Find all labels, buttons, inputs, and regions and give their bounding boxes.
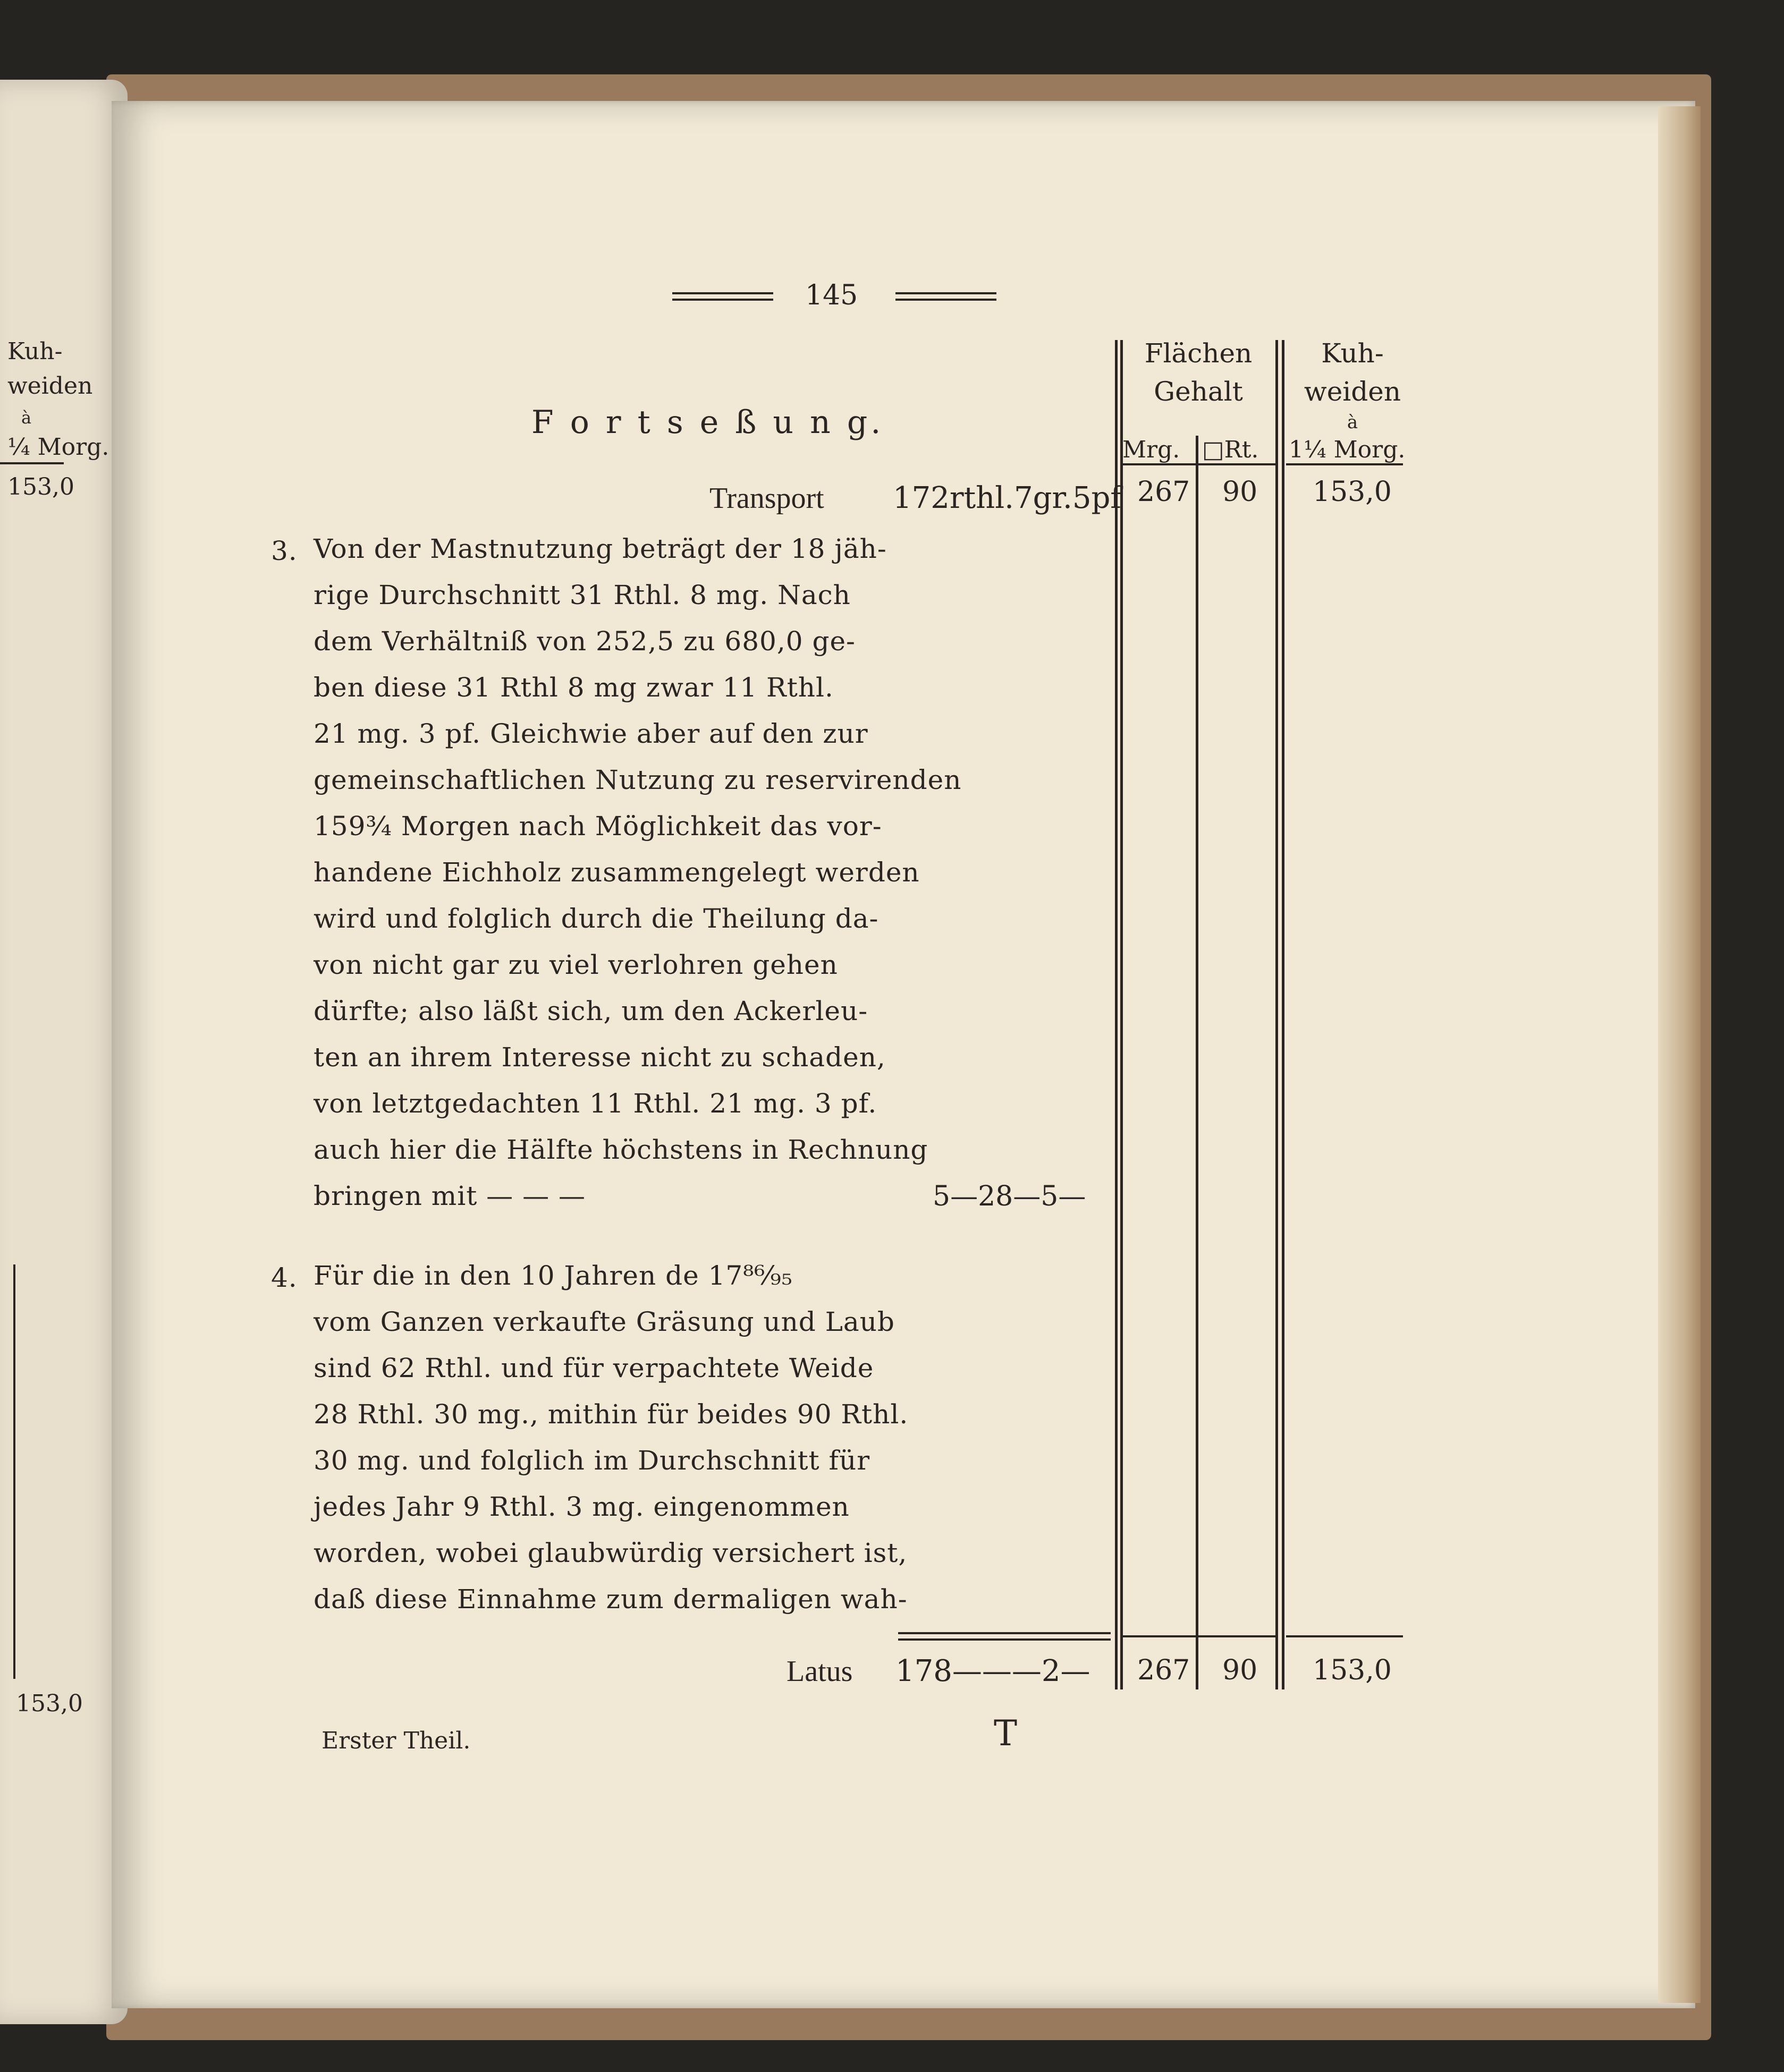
- item3-line: 21 mg. 3 pf. Gleichwie aber auf den zur: [314, 718, 868, 749]
- column-rule-1: [1115, 340, 1118, 1689]
- page-number-rule-left: [672, 292, 773, 294]
- cow-header-line-1: Kuh-: [1321, 338, 1384, 369]
- item4-line: daß diese Einnahme zum dermaligen wah-: [314, 1584, 908, 1615]
- item3-line: ben diese 31 Rthl 8 mg zwar 11 Rthl.: [314, 672, 834, 703]
- item3-line: von letztgedachten 11 Rthl. 21 mg. 3 pf.: [314, 1088, 877, 1119]
- sum-rule-area: [1121, 1635, 1275, 1637]
- left-header-line-3: à: [21, 407, 32, 428]
- column-rule-1b: [1120, 340, 1123, 1689]
- item4-line: 28 Rthl. 30 mg., mithin für beides 90 Rthl.: [314, 1399, 909, 1430]
- cow-sub: 1¼ Morg.: [1289, 436, 1406, 463]
- item3-line: auch hier die Hälfte höchstens in Rechnung: [314, 1134, 928, 1165]
- item4-line: worden, wobei glaubwürdig versichert ist,: [314, 1538, 908, 1568]
- transport-mrg: 267: [1137, 476, 1190, 508]
- item3-line: 159¾ Morgen nach Möglichkeit das vor-: [314, 811, 882, 842]
- left-top-value: 153,0: [7, 473, 74, 500]
- transport-amount: 172rthl.7gr.5pf: [893, 481, 1122, 515]
- left-header-rule: [0, 462, 64, 464]
- page-number-rule-left-2: [672, 299, 773, 301]
- latus-cow: 153,0: [1313, 1654, 1392, 1686]
- footer-part-label: Erster Theil.: [322, 1727, 471, 1754]
- left-header-line-2: weiden: [7, 372, 93, 400]
- column-rule-3b: [1282, 340, 1284, 1689]
- page-number: 145: [805, 279, 858, 311]
- item3-amount: 5—28—5—: [933, 1181, 1086, 1212]
- item4-line: sind 62 Rthl. und für verpachtete Weide: [314, 1353, 874, 1383]
- column-rule-2: [1196, 436, 1198, 1689]
- cow-sub-underline: [1286, 463, 1403, 465]
- cow-header-line-3: à: [1347, 412, 1358, 433]
- cow-header-line-2: weiden: [1304, 376, 1401, 407]
- signature-mark: T: [994, 1713, 1018, 1754]
- item3-line: wird und folglich durch die Theilung da-: [314, 903, 879, 934]
- section-title: F o r t s e ß u n g.: [531, 404, 884, 441]
- area-sub-underline-1: [1121, 463, 1196, 465]
- latus-label: Latus: [787, 1655, 853, 1688]
- item4-line: 30 mg. und folglich im Durchschnitt für: [314, 1445, 870, 1476]
- item3-line: gemeinschaftlichen Nutzung zu reservirenden: [314, 765, 962, 795]
- item3-line: Von der Mastnutzung beträgt der 18 jäh-: [314, 533, 887, 564]
- item3-line: dürfte; also läßt sich, um den Ackerleu-: [314, 996, 868, 1026]
- item3-line: von nicht gar zu viel verlohren gehen: [314, 949, 838, 980]
- left-page: [0, 80, 128, 2024]
- page-number-rule-right: [895, 292, 996, 294]
- area-header-line-1: Flächen: [1144, 338, 1253, 369]
- latus-amount: 178———2—: [895, 1654, 1090, 1688]
- area-sub-rt: □Rt.: [1202, 436, 1259, 463]
- item4-line: Für die in den 10 Jahren de 17⁸⁶⁄₉₅: [314, 1260, 793, 1291]
- area-header-line-2: Gehalt: [1154, 376, 1243, 407]
- area-sub-underline-2: [1198, 463, 1275, 465]
- area-sub-mrg: Mrg.: [1122, 436, 1180, 463]
- item3-number: 3.: [271, 536, 298, 566]
- transport-cow: 153,0: [1313, 476, 1392, 508]
- item4-line: jedes Jahr 9 Rthl. 3 mg. eingenommen: [314, 1491, 850, 1522]
- latus-mrg: 267: [1137, 1654, 1190, 1686]
- item3-line: ten an ihrem Interesse nicht zu schaden,: [314, 1042, 886, 1073]
- item3-line: handene Eichholz zusammengelegt werden: [314, 857, 920, 888]
- item3-line: dem Verhältniß von 252,5 zu 680,0 ge-: [314, 626, 856, 657]
- page-number-rule-right-2: [895, 299, 996, 301]
- item3-line: bringen mit — — —: [314, 1181, 586, 1211]
- left-header-line-1: Kuh-: [7, 338, 63, 365]
- latus-rt: 90: [1222, 1654, 1258, 1686]
- item4-number: 4.: [271, 1262, 298, 1293]
- page-edge: [1658, 106, 1701, 2003]
- left-header-line-4: ¼ Morg.: [7, 434, 109, 461]
- item3-line: rige Durchschnitt 31 Rthl. 8 mg. Nach: [314, 580, 851, 610]
- sum-rule-cow: [1286, 1635, 1403, 1637]
- column-rule-3: [1275, 340, 1278, 1689]
- sum-rule-amount-2: [898, 1638, 1111, 1641]
- transport-rt: 90: [1222, 476, 1258, 508]
- transport-label: Transport: [709, 482, 824, 515]
- left-column-rule: [13, 1264, 15, 1679]
- item4-line: vom Ganzen verkaufte Gräsung und Laub: [314, 1306, 895, 1337]
- left-bottom-value: 153,0: [16, 1690, 83, 1717]
- sum-rule-amount: [898, 1632, 1111, 1634]
